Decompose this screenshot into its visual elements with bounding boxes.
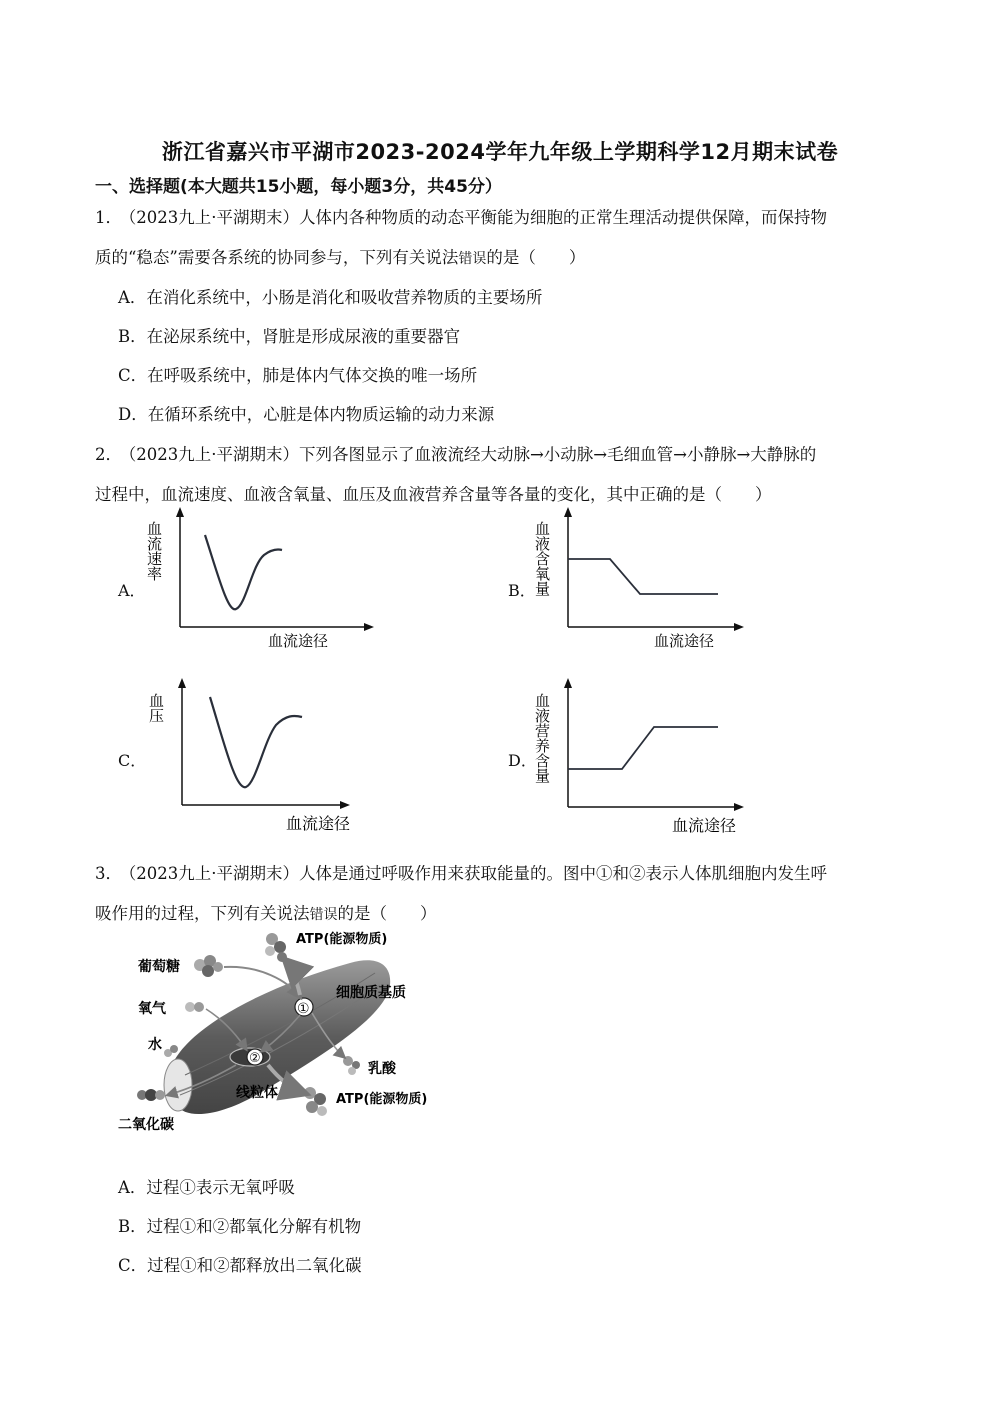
cell-cross-section [164, 1059, 192, 1111]
lactic-molecule-icon [343, 1056, 360, 1075]
q2-chart-b-label[interactable]: B． [508, 581, 536, 600]
q3-emphasis: 错误 [309, 907, 338, 923]
lactic-label: 乳酸 [368, 1061, 396, 1077]
q3-respiration-diagram [110, 925, 450, 1140]
q2-text-line1: （2023九上·平湖期末）下列各图显示了血液流经大动脉→小动脉→毛细血管→小静脉→大静脉的 [128, 445, 817, 464]
q2-chart-b-xlabel: 血流途径 [654, 632, 715, 650]
q3-stem-line1 [95, 860, 827, 884]
option-label: B． [118, 1217, 147, 1236]
q3-option-b[interactable] [118, 1213, 361, 1237]
q2-stem-line1 [95, 441, 816, 465]
mitochondrion-label: 线粒体 [236, 1085, 278, 1101]
q2-chart-a-ylabel: 血流速率 [145, 521, 163, 581]
q2-chart-a-label[interactable]: A． [118, 581, 146, 600]
oxygen-molecule-icon [185, 1002, 204, 1012]
q1-text-line1: （2023九上·平湖期末）人体内各种物质的动态平衡能为细胞的正常生理活动提供保障，而保持物 [128, 208, 827, 227]
option-text: 在消化系统中，小肠是消化和吸收营养物质的主要场所 [146, 288, 543, 307]
section-heading: 一、选择题(本大题共15小题，每小题3分，共45分） [95, 177, 502, 197]
q1-option-d[interactable] [118, 401, 494, 425]
water-molecule-icon [164, 1045, 178, 1057]
q2-chart-d [530, 675, 760, 837]
option-label: A． [118, 288, 147, 307]
q2-chart-c-ylabel: 血压 [147, 693, 165, 723]
q3-stem-line2 [95, 900, 437, 924]
q1-option-b[interactable] [118, 323, 460, 347]
water-label: 水 [148, 1037, 162, 1053]
q2-chart-d-ylabel: 血液营养含量 [533, 693, 551, 783]
q2-chart-d-label[interactable]: D． [508, 751, 537, 770]
option-text: 在呼吸系统中，肺是体内气体交换的唯一场所 [147, 366, 478, 385]
page-title: 浙江省嘉兴市平湖市2023-2024学年九年级上学期科学12月期末试卷 [161, 140, 839, 164]
q2-number: 2． [95, 445, 122, 464]
co2-molecule-icon [137, 1089, 165, 1101]
q1-stem-line2 [95, 244, 585, 268]
atp-bottom-label: ATP(能源物质) [336, 1092, 428, 1107]
q3-text-line2-end: 的是（ ） [337, 904, 437, 923]
process-2-label: ② [249, 1051, 261, 1066]
atp-bottom-molecule-icon [304, 1087, 327, 1116]
option-label: C． [118, 366, 148, 385]
muscle-cell-shape [172, 960, 390, 1114]
q3-text-line1: （2023九上·平湖期末）人体是通过呼吸作用来获取能量的。图中①和②表示人体肌细胞内发生呼 [128, 864, 827, 883]
glucose-label: 葡萄糖 [138, 959, 180, 975]
option-label: C． [118, 1256, 148, 1275]
q2-chart-a-xlabel: 血流途径 [268, 632, 329, 650]
q2-chart-d-xlabel: 血流途径 [672, 816, 737, 835]
option-label: D． [118, 405, 148, 424]
q2-chart-c-xlabel: 血流途径 [286, 814, 351, 833]
cytoplasm-label: 细胞质基质 [336, 985, 406, 1001]
option-label: B． [118, 327, 147, 346]
atp-top-molecule-icon [265, 933, 287, 962]
atp-top-label: ATP(能源物质) [296, 932, 388, 947]
q2-chart-b [530, 505, 770, 655]
glucose-molecule-icon [194, 955, 223, 977]
option-text: 在循环系统中，心脏是体内物质运输的动力来源 [147, 405, 495, 424]
q1-number: 1． [95, 208, 122, 227]
q2-chart-a [140, 505, 380, 655]
q2-chart-c [140, 675, 370, 837]
q1-option-a[interactable] [118, 284, 542, 308]
q1-emphasis: 错误 [458, 251, 487, 267]
option-text: 过程①表示无氧呼吸 [146, 1178, 295, 1197]
q2-chart-c-label[interactable]: C． [118, 751, 147, 770]
option-text: 过程①和②都氧化分解有机物 [146, 1217, 362, 1236]
option-text: 过程①和②都释放出二氧化碳 [147, 1256, 362, 1275]
q3-text-line2: 吸作用的过程，下列有关说法 [95, 904, 310, 923]
q3-option-c[interactable] [118, 1252, 362, 1276]
q3-number: 3． [95, 864, 122, 883]
q1-text-line2: 质的“稳态”需要各系统的协同参与，下列有关说法 [95, 248, 459, 267]
q1-text-line2-end: 的是（ ） [486, 248, 586, 267]
oxygen-label: 氧气 [138, 1001, 166, 1017]
q1-option-c[interactable] [118, 362, 477, 386]
q3-option-a[interactable] [118, 1174, 295, 1198]
q1-stem-line1 [95, 204, 827, 228]
co2-label: 二氧化碳 [118, 1117, 174, 1133]
option-label: A． [118, 1178, 147, 1197]
q2-chart-b-ylabel: 血液含氧量 [533, 521, 551, 596]
option-text: 在泌尿系统中，肾脏是形成尿液的重要器官 [146, 327, 461, 346]
process-1-label: ① [297, 1001, 310, 1017]
q2-stem-line2: 过程中，血流速度、血液含氧量、血压及血液营养含量等各量的变化，其中正确的是（ ） [95, 485, 772, 504]
